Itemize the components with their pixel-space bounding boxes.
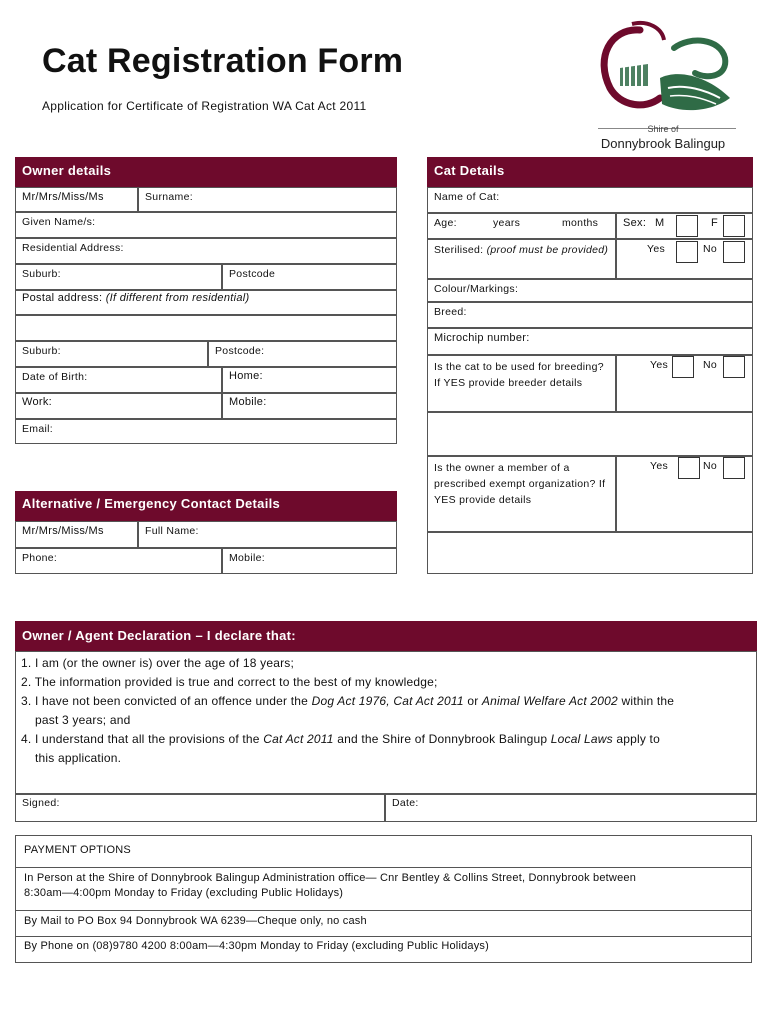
owner-home-label: Home: — [229, 370, 263, 382]
date-field[interactable] — [385, 794, 757, 822]
exempt-yes-checkbox[interactable] — [678, 457, 700, 479]
exempt-question: Is the owner a member of a prescribed exempt organization? If YES provide details — [427, 456, 616, 532]
cat-age-label: Age: — [434, 217, 457, 229]
owner-home-phone-field[interactable] — [222, 367, 397, 393]
breeding-yes-label: Yes — [650, 359, 669, 371]
decl-item4-local-laws: Local Laws — [550, 732, 613, 746]
alt-mobile-field[interactable] — [222, 548, 397, 574]
breeding-question: Is the cat to be used for breeding? If YES provide breeder details — [427, 355, 616, 412]
declaration-item-2: 2. The information provided is true and correct to the best of my knowledge; — [21, 675, 438, 689]
owner-email-field[interactable] — [15, 419, 397, 444]
owner-suburb2-field[interactable] — [15, 341, 208, 367]
declaration-body — [15, 651, 757, 794]
alt-phone-field[interactable] — [15, 548, 222, 574]
declaration-item-3-cont: past 3 years; and — [35, 713, 131, 727]
cat-sex-f-label: F — [711, 217, 719, 229]
owner-work-phone-field[interactable] — [15, 393, 222, 419]
alt-fullname-field[interactable] — [138, 521, 397, 548]
sterilised-yes-checkbox[interactable] — [676, 241, 698, 263]
owner-dob-field[interactable] — [15, 367, 222, 393]
owner-postal-address-field[interactable] — [15, 315, 397, 341]
cat-name-field[interactable] — [427, 187, 753, 213]
cat-breed-label: Breed: — [434, 306, 467, 318]
cat-colour-field[interactable] — [427, 279, 753, 302]
owner-postal-label: Postal address: — [22, 292, 106, 304]
owner-surname-field[interactable] — [138, 187, 397, 212]
declaration-item-4-cont: this application. — [35, 751, 122, 765]
owner-work-label: Work: — [22, 396, 53, 408]
exempt-details-field[interactable] — [427, 532, 753, 574]
payment-by-phone: By Phone on (08)9780 4200 8:00am—4:30pm Monday to Friday (excluding Public Holidays) — [24, 940, 489, 952]
cat-sex-label: Sex: — [623, 217, 647, 229]
date-label: Date: — [392, 797, 419, 809]
owner-dob-label: Date of Birth: — [22, 371, 88, 383]
cat-colour-label: Colour/Markings: — [434, 283, 519, 295]
cat-age-field[interactable] — [427, 213, 616, 239]
decl-item3-text-b: within the — [617, 694, 675, 708]
sex-f-checkbox[interactable] — [723, 215, 745, 237]
owner-given-names-field[interactable] — [15, 212, 397, 238]
decl-item3-acts: Dog Act 1976, Cat Act 2011 — [311, 694, 464, 708]
shire-logo-graphic — [590, 18, 740, 128]
cat-sterilised-note: (proof must be provided) — [486, 244, 609, 256]
cat-sterilised-field — [427, 239, 616, 279]
owner-mobile-field[interactable] — [222, 393, 397, 419]
payment-in-person-line1: In Person at the Shire of Donnybrook Balingup Administration office— Cnr Bentley & Collins Street, Donnybrook between — [24, 872, 637, 884]
cat-years-label: years — [493, 217, 521, 229]
payment-by-mail: By Mail to PO Box 94 Donnybrook WA 6239—Cheque only, no cash — [16, 911, 751, 937]
owner-postal-note: (If different from residential) — [105, 292, 250, 304]
cat-name-label: Name of Cat: — [434, 191, 500, 203]
sterilised-no-label: No — [703, 243, 718, 255]
decl-item4-text-a: 4. I understand that all the provisions of the — [21, 732, 264, 746]
cat-sterilised-label: Sterilised: — [434, 244, 487, 256]
owner-suburb-field[interactable] — [15, 264, 222, 290]
owner-surname-label: Surname: — [145, 191, 193, 203]
owner-postcode2-field[interactable] — [208, 341, 397, 367]
signed-label: Signed: — [22, 797, 60, 809]
cat-sex-m-label: M — [655, 217, 665, 229]
declaration-heading: Owner / Agent Declaration – I declare that: — [15, 621, 757, 651]
cat-microchip-label: Microchip number: — [434, 332, 530, 344]
exempt-yes-label: Yes — [650, 460, 669, 472]
owner-postcode-field[interactable] — [222, 264, 397, 290]
payment-options-box — [15, 835, 752, 963]
decl-item4-text-c: apply to — [612, 732, 660, 746]
owner-title-label: Mr/Mrs/Miss/Ms — [22, 191, 104, 203]
logo-line2: Donnybrook Balingup — [600, 136, 726, 151]
cat-microchip-field[interactable] — [427, 328, 753, 355]
cat-details-heading: Cat Details — [427, 157, 753, 187]
owner-postcode-label: Postcode — [229, 268, 276, 280]
owner-suburb-label: Suburb: — [22, 268, 61, 280]
alt-contact-heading: Alternative / Emergency Contact Details — [15, 491, 397, 521]
owner-email-label: Email: — [22, 423, 53, 435]
declaration-item-3 — [21, 692, 751, 711]
owner-given-label: Given Name/s: — [22, 216, 96, 228]
owner-postal-address-label-row — [15, 290, 397, 315]
alt-title-label: Mr/Mrs/Miss/Ms — [22, 525, 104, 537]
payment-in-person-line2: 8:30am—4:00pm Monday to Friday (excluding Public Holidays) — [24, 887, 344, 899]
owner-suburb2-label: Suburb: — [22, 345, 61, 357]
cat-breed-field[interactable] — [427, 302, 753, 328]
breeding-no-checkbox[interactable] — [723, 356, 745, 378]
decl-item4-text-b: and the Shire of Donnybrook Balingup — [333, 732, 551, 746]
sterilised-no-checkbox[interactable] — [723, 241, 745, 263]
owner-residential-address-field[interactable] — [15, 238, 397, 264]
owner-mobile-label: Mobile: — [229, 396, 267, 408]
declaration-item-1: 1. I am (or the owner is) over the age of 18 years; — [21, 656, 294, 670]
alt-phone-label: Phone: — [22, 552, 58, 564]
sex-m-checkbox[interactable] — [676, 215, 698, 237]
declaration-item-4 — [21, 730, 751, 749]
shire-logo — [590, 18, 740, 158]
owner-title-field[interactable] — [15, 187, 138, 212]
breeding-no-label: No — [703, 359, 718, 371]
breeding-yes-checkbox[interactable] — [672, 356, 694, 378]
breeder-details-field[interactable] — [427, 412, 753, 456]
exempt-no-label: No — [703, 460, 718, 472]
owner-postcode2-label: Postcode: — [215, 345, 265, 357]
alt-title-field[interactable] — [15, 521, 138, 548]
payment-heading: PAYMENT OPTIONS — [16, 836, 751, 868]
decl-item3-awa: Animal Welfare Act 2002 — [481, 694, 618, 708]
alt-fullname-label: Full Name: — [145, 525, 199, 537]
signed-field[interactable] — [15, 794, 385, 822]
cat-months-label: months — [562, 217, 599, 229]
sterilised-yes-label: Yes — [647, 243, 666, 255]
exempt-no-checkbox[interactable] — [723, 457, 745, 479]
logo-line1: Shire of — [647, 124, 679, 134]
payment-in-person — [16, 868, 751, 911]
owner-address-label: Residential Address: — [22, 242, 124, 254]
page-title: Cat Registration Form — [42, 42, 404, 80]
page-subtitle: Application for Certificate of Registration WA Cat Act 2011 — [42, 99, 367, 113]
decl-item3-text-a: 3. I have not been convicted of an offence under the — [21, 694, 312, 708]
decl-item3-or: or — [463, 694, 482, 708]
decl-item4-act: Cat Act 2011 — [263, 732, 334, 746]
owner-details-heading: Owner details — [15, 157, 397, 187]
alt-mobile-label: Mobile: — [229, 552, 265, 564]
